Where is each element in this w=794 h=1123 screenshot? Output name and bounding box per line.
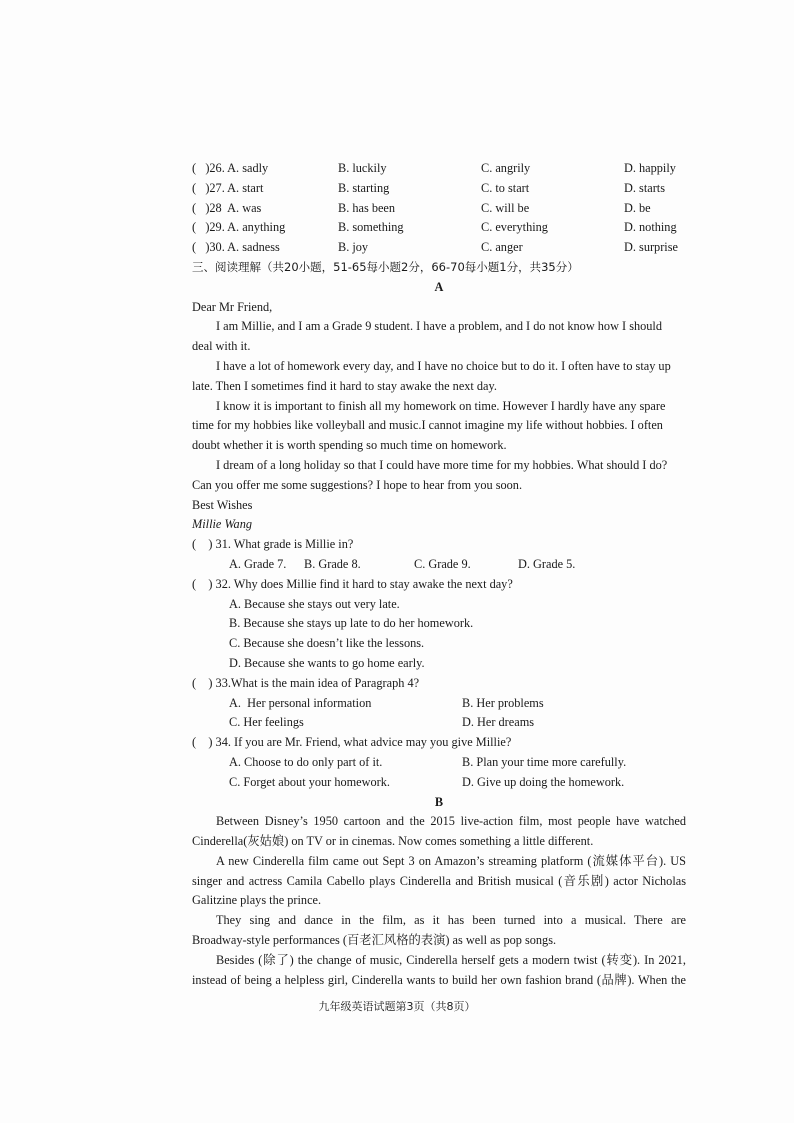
option-b: B. starting [338,180,390,195]
page-content [192,159,686,990]
passage-a-label: A [434,279,444,294]
cloze-option-row [192,159,686,179]
question-31-options [192,555,686,575]
option-a: ( )30. A. sadness [192,240,280,255]
passage-line: late. Then I sometimes find it hard to stay awake the next day. [192,378,497,393]
question-34-options-ab [192,753,686,773]
option-b: B. joy [338,240,369,255]
passage-line: doubt whether it is worth spending so much time on homework. [192,438,507,453]
option-c: C. to start [481,180,530,195]
letter-greeting: Dear Mr Friend, [192,299,273,314]
section-title: 三、阅读理解（共20小题，51-65每小题2分，66-70每小题1分，共35分） [192,259,579,274]
passage-line: A new Cinderella film came out Sept 3 on Amazon’s streaming platform (流媒体平台). US [216,853,686,868]
option-b: B. Grade 8. [304,556,361,571]
question-33-stem: ( ) 33.What is the main idea of Paragraph 4? [192,675,420,690]
option-b: B. luckily [338,161,387,175]
option-d: D. nothing [624,220,677,235]
option-c: C. Because she doesn’t like the lessons. [229,636,425,651]
passage-line: deal with it. [192,339,251,354]
option-b: B. Because she stays up late to do her homework. [229,616,474,631]
question-34-options-cd [192,773,686,793]
option-d: D. Give up doing the homework. [462,774,625,789]
option-a: A. Grade 7. [229,556,287,571]
option-d: D. happily [624,161,676,175]
question-34-stem: ( ) 34. If you are Mr. Friend, what advice may you give Millie? [192,735,512,750]
option-b: B. Plan your time more carefully. [462,754,627,769]
option-a: ( )26. A. sadly [192,161,269,175]
passage-line: Broadway-style performances (百老汇风格的表演) as well as pop songs. [192,933,557,948]
option-a: A. Because she stays out very late. [229,596,400,611]
passage-line: singer and actress Camila Cabello plays Cinderella and British musical (音乐剧) actor Nicholas [192,873,686,888]
option-c: C. Her feelings [229,715,304,730]
cloze-option-row [192,199,686,219]
option-a: A. Choose to do only part of it. [229,754,383,769]
passage-a-body [192,317,686,495]
cloze-options [192,159,686,258]
question-33-options-cd [192,713,686,733]
cloze-option-row [192,179,686,199]
option-c: C. angrily [481,161,531,175]
option-c: C. will be [481,200,530,215]
option-a: ( )28 A. was [192,200,262,215]
question-31-stem: ( ) 31. What grade is Millie in? [192,537,354,552]
passage-line: time for my hobbies like volleyball and music.I cannot imagine my life without hobbies. I often [192,418,663,433]
passage-line: Can you offer me some suggestions? I hope to hear from you soon. [192,477,523,492]
passage-line: Besides (除了) the change of music, Cinderella herself gets a modern twist (转变). In 2021, [216,952,686,967]
question-33-options-ab [192,694,686,714]
option-d: D. surprise [624,240,678,255]
passage-line: They sing and dance in the film, as it has been turned into a musical. There are [216,913,686,928]
passage-line: Cinderella(灰姑娘) on TV or in cinemas. Now comes something a little different. [192,834,594,849]
passage-line: I have a lot of homework every day, and I have no choice but to do it. I often have to stay up [216,358,671,373]
cloze-option-row [192,218,686,238]
passage-line: I know it is important to finish all my homework on time. However I hardly have any spare [216,398,666,413]
passage-line: Galitzine plays the prince. [192,893,322,908]
option-b: B. Her problems [462,695,544,710]
option-b: B. has been [338,200,396,215]
option-c: C. Grade 9. [414,556,471,571]
option-c: C. anger [481,240,523,255]
option-c: C. everything [481,220,548,235]
question-32-stem: ( ) 32. Why does Millie find it hard to stay awake the next day? [192,576,513,591]
passage-line: Between Disney’s 1950 cartoon and the 2015 live-action film, most people have watched [216,814,686,829]
option-b: B. something [338,220,404,235]
option-d: D. be [624,200,651,215]
option-d: D. Her dreams [462,715,535,730]
option-c: C. Forget about your homework. [229,774,390,789]
passage-b-label: B [434,794,444,809]
passage-line: instead of being a helpless girl, Cinderella wants to build her own fashion brand (品牌). When the [192,972,686,987]
page-footer: 九年级英语试题第3页（共8页） [318,1000,476,1013]
cloze-option-row [192,238,686,258]
option-a: A. Her personal information [229,695,372,710]
passage-line: I dream of a long holiday so that I could have more time for my hobbies. What should I do? [216,457,668,472]
option-d: D. Because she wants to go home early. [229,655,425,670]
letter-signature: Millie Wang [192,517,253,532]
option-a: ( )29. A. anything [192,220,286,235]
option-d: D. Grade 5. [518,556,576,571]
passage-b-body [192,812,686,990]
option-a: ( )27. A. start [192,180,264,195]
option-d: D. starts [624,180,665,195]
letter-closing: Best Wishes [192,497,253,512]
passage-line: I am Millie, and I am a Grade 9 student. I have a problem, and I do not know how I should [216,319,662,334]
